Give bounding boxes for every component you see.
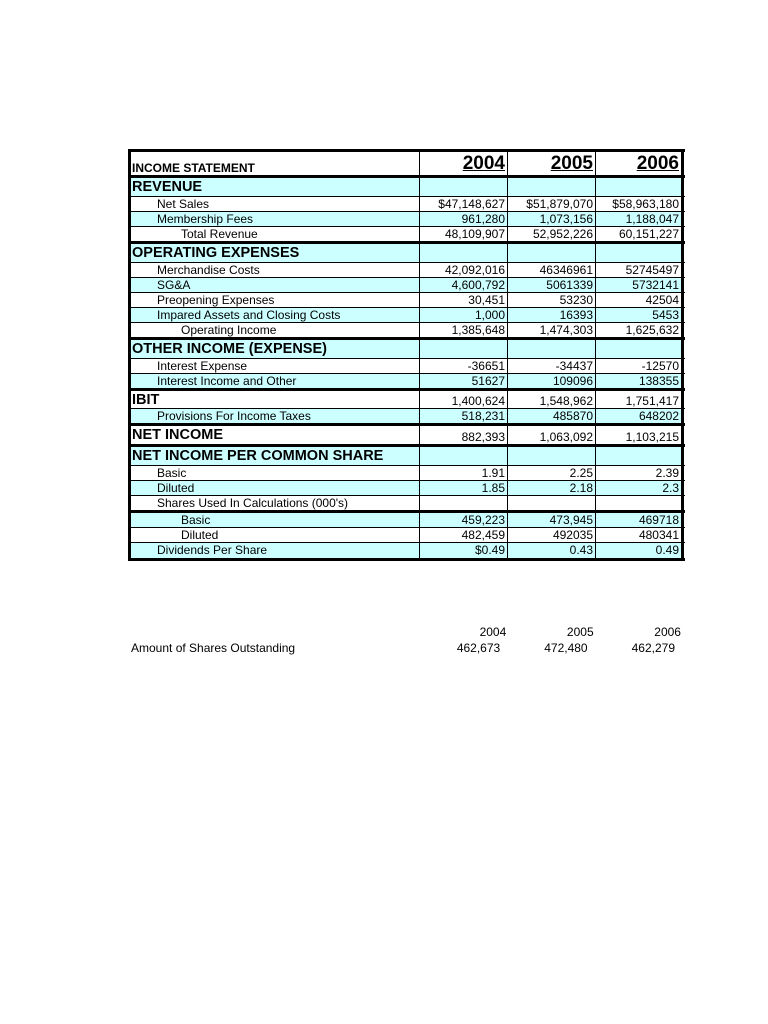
value-2004: -36651 <box>420 359 508 373</box>
value-2006: 1,751,417 <box>596 391 684 408</box>
value-2004: 482,459 <box>420 528 508 542</box>
table-row <box>131 263 685 278</box>
table-row <box>131 466 685 481</box>
value-2004: 518,231 <box>420 409 508 423</box>
value-2005: 16393 <box>508 308 596 322</box>
value-2006: 0.49 <box>596 543 684 558</box>
value-2006: 1,188,047 <box>596 212 684 226</box>
value-2005: -34437 <box>508 359 596 373</box>
row-label: OPERATING EXPENSES <box>131 244 420 262</box>
value-2004: 30,451 <box>420 293 508 307</box>
value-2006: 5453 <box>596 308 684 322</box>
value-2006: 2.3 <box>596 481 684 495</box>
value-2006 <box>596 244 684 262</box>
shares-2004: 462,673 <box>456 641 501 655</box>
shares-outstanding-summary <box>131 624 681 656</box>
table-row <box>131 212 685 227</box>
row-label: REVENUE <box>131 178 420 196</box>
value-2006: 42504 <box>596 293 684 307</box>
value-2005: $51,879,070 <box>508 197 596 211</box>
year-header-2004: 2004 <box>420 152 508 175</box>
value-2005: 109096 <box>508 374 596 388</box>
row-label: Dividends Per Share <box>131 543 420 558</box>
row-label: Basic <box>131 513 420 527</box>
row-label: Merchandise Costs <box>131 263 420 277</box>
table-row <box>131 496 685 513</box>
table-row <box>131 409 685 426</box>
row-label: Total Revenue <box>131 227 420 241</box>
value-2005 <box>508 178 596 196</box>
row-label: SG&A <box>131 278 420 292</box>
value-2005 <box>508 496 596 510</box>
value-2006 <box>596 496 684 510</box>
value-2004: $0.49 <box>420 543 508 558</box>
row-label: Interest Expense <box>131 359 420 373</box>
year-header-2005: 2005 <box>508 152 596 175</box>
value-2005: 2.25 <box>508 466 596 480</box>
value-2006: 5732141 <box>596 278 684 292</box>
value-2004 <box>420 178 508 196</box>
row-label: Diluted <box>131 481 420 495</box>
shares-2006: 462,279 <box>631 641 675 655</box>
value-2005: 2.18 <box>508 481 596 495</box>
value-2005: 52,952,226 <box>508 227 596 241</box>
value-2006: 60,151,227 <box>596 227 684 241</box>
row-label: IBIT <box>131 391 420 408</box>
section-row-net-income <box>131 426 685 447</box>
table-row <box>131 528 685 543</box>
value-2005: 485870 <box>508 409 596 423</box>
value-2005: 0.43 <box>508 543 596 558</box>
value-2006: 1,103,215 <box>596 426 684 444</box>
value-2006: 2.39 <box>596 466 684 480</box>
row-label: NET INCOME <box>131 426 420 444</box>
value-2006: 480341 <box>596 528 684 542</box>
value-2005: 1,548,962 <box>508 391 596 408</box>
value-2006: 469718 <box>596 513 684 527</box>
table-row-total <box>131 323 685 340</box>
value-2004: 1.85 <box>420 481 508 495</box>
value-2004: 1,400,624 <box>420 391 508 408</box>
summary-year-2005: 2005 <box>566 625 594 639</box>
value-2004: 1,000 <box>420 308 508 322</box>
row-label: Basic <box>131 466 420 480</box>
value-2004: $47,148,627 <box>420 197 508 211</box>
table-row <box>131 374 685 391</box>
shares-outstanding-label: Amount of Shares Outstanding <box>131 641 296 655</box>
section-row-ibit <box>131 391 685 409</box>
section-row-per-share <box>131 447 685 466</box>
value-2005 <box>508 447 596 465</box>
income-statement-table <box>128 149 685 561</box>
table-row <box>131 278 685 293</box>
value-2004 <box>420 447 508 465</box>
row-label: Provisions For Income Taxes <box>131 409 420 423</box>
value-2006 <box>596 178 684 196</box>
summary-year-2006: 2006 <box>654 625 681 639</box>
year-header-2006: 2006 <box>596 152 684 175</box>
value-2004 <box>420 244 508 262</box>
value-2005: 1,063,092 <box>508 426 596 444</box>
value-2005 <box>508 340 596 358</box>
value-2005: 5061339 <box>508 278 596 292</box>
value-2005: 53230 <box>508 293 596 307</box>
value-2006: 648202 <box>596 409 684 423</box>
value-2006: $58,963,180 <box>596 197 684 211</box>
summary-year-2004: 2004 <box>479 625 507 639</box>
value-2005: 1,073,156 <box>508 212 596 226</box>
shares-2005: 472,480 <box>544 641 588 655</box>
row-label: Diluted <box>131 528 420 542</box>
table-row <box>131 197 685 212</box>
section-row-revenue <box>131 178 685 197</box>
value-2004 <box>420 496 508 510</box>
row-label: Net Sales <box>131 197 420 211</box>
value-2004: 42,092,016 <box>420 263 508 277</box>
table-row <box>131 308 685 323</box>
value-2006: -12570 <box>596 359 684 373</box>
section-row-operating-expenses <box>131 244 685 263</box>
row-label: NET INCOME PER COMMON SHARE <box>131 447 420 465</box>
value-2006: 138355 <box>596 374 684 388</box>
row-label: Shares Used In Calculations (000's) <box>131 496 420 510</box>
row-label: Operating Income <box>131 323 420 337</box>
value-2006: 52745497 <box>596 263 684 277</box>
value-2006 <box>596 447 684 465</box>
row-label: Interest Income and Other <box>131 374 420 388</box>
summary-value-row <box>131 640 681 656</box>
value-2004: 51627 <box>420 374 508 388</box>
row-label: OTHER INCOME (EXPENSE) <box>131 340 420 358</box>
value-2004: 1,385,648 <box>420 323 508 337</box>
value-2006: 1,625,632 <box>596 323 684 337</box>
section-row-other-income <box>131 340 685 359</box>
row-label: Impared Assets and Closing Costs <box>131 308 420 322</box>
table-row-total <box>131 227 685 244</box>
value-2005: 1,474,303 <box>508 323 596 337</box>
value-2004: 459,223 <box>420 513 508 527</box>
value-2006 <box>596 340 684 358</box>
value-2004: 48,109,907 <box>420 227 508 241</box>
value-2005: 46346961 <box>508 263 596 277</box>
statement-title: INCOME STATEMENT <box>131 152 420 175</box>
header-row <box>131 152 685 178</box>
table-row <box>131 513 685 528</box>
value-2004: 961,280 <box>420 212 508 226</box>
table-row <box>131 293 685 308</box>
table-row <box>131 359 685 374</box>
value-2004: 882,393 <box>420 426 508 444</box>
value-2005: 473,945 <box>508 513 596 527</box>
table-row <box>131 481 685 496</box>
value-2004: 4,600,792 <box>420 278 508 292</box>
value-2005: 492035 <box>508 528 596 542</box>
summary-year-row <box>131 624 681 640</box>
value-2005 <box>508 244 596 262</box>
row-label: Preopening Expenses <box>131 293 420 307</box>
value-2004 <box>420 340 508 358</box>
table-row <box>131 543 685 561</box>
row-label: Membership Fees <box>131 212 420 226</box>
value-2004: 1.91 <box>420 466 508 480</box>
